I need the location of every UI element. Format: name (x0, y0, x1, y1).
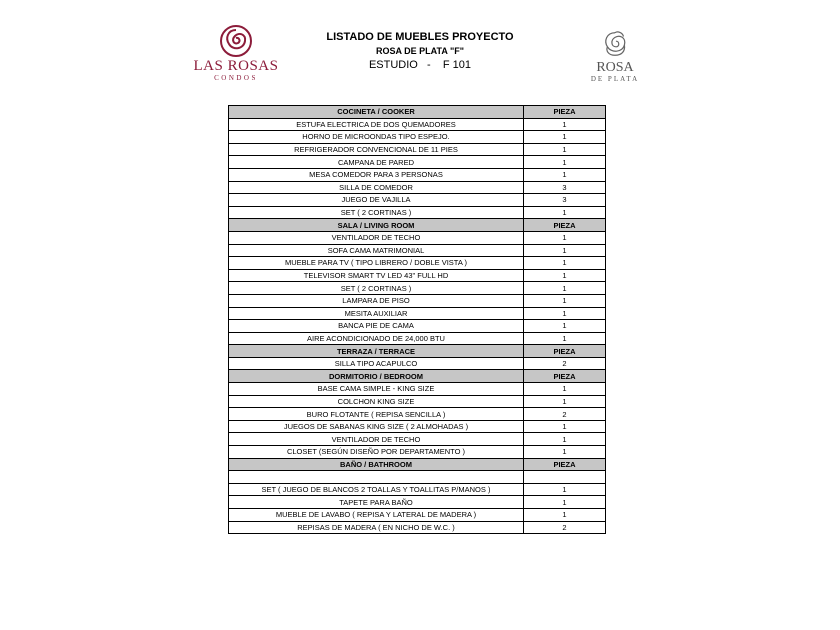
table-row (229, 357, 606, 370)
rosa-de-plata-logo-name: ROSA (596, 60, 634, 75)
item-quantity: 1 (524, 131, 606, 144)
item-name: TELEVISOR SMART TV LED 43" FULL HD (229, 269, 524, 282)
heading-title: LISTADO DE MUEBLES PROYECTO (326, 31, 514, 43)
item-name: BURO FLOTANTE ( REPISA SENCILLA ) (229, 408, 524, 421)
table-row (229, 420, 606, 433)
heading-project: ROSA DE PLATA "F" (375, 46, 465, 56)
quantity-header: PIEZA (524, 458, 606, 471)
item-name: VENTILADOR DE TECHO (229, 433, 524, 446)
table-row (229, 143, 606, 156)
table-row (229, 320, 606, 333)
item-quantity: 3 (524, 181, 606, 194)
rose-outline-icon (599, 28, 631, 60)
item-quantity: 1 (524, 118, 606, 131)
table-row (229, 131, 606, 144)
quantity-header: PIEZA (524, 106, 606, 119)
table-row (229, 521, 606, 534)
table-row (229, 446, 606, 459)
item-name: VENTILADOR DE TECHO (229, 231, 524, 244)
table-row (229, 206, 606, 219)
item-quantity: 1 (524, 294, 606, 307)
item-name: CLOSET (SEGÚN DISEÑO POR DEPARTAMENTO ) (229, 446, 524, 459)
quantity-header: PIEZA (524, 370, 606, 383)
item-quantity: 1 (524, 395, 606, 408)
table-row (229, 269, 606, 282)
item-name: CAMPANA DE PARED (229, 156, 524, 169)
table-row (229, 118, 606, 131)
rosa-de-plata-logo (576, 28, 654, 88)
item-quantity: 1 (524, 332, 606, 345)
section-title: DORMITORIO / BEDROOM (229, 370, 524, 383)
rose-icon (219, 24, 253, 58)
item-quantity (524, 471, 606, 484)
item-name: REFRIGERADOR CONVENCIONAL DE 11 PIES (229, 143, 524, 156)
item-quantity: 1 (524, 383, 606, 396)
section-header-row (229, 345, 606, 358)
section-header-row (229, 106, 606, 119)
item-quantity: 1 (524, 509, 606, 522)
item-name: HORNO DE MICROONDAS TIPO ESPEJO. (229, 131, 524, 144)
item-quantity: 1 (524, 433, 606, 446)
item-quantity: 1 (524, 320, 606, 333)
table-row (229, 509, 606, 522)
table-row (229, 433, 606, 446)
item-quantity: 2 (524, 408, 606, 421)
item-quantity: 1 (524, 483, 606, 496)
table-row (229, 395, 606, 408)
section-header-row (229, 458, 606, 471)
table-row (229, 483, 606, 496)
table-row (229, 332, 606, 345)
heading-unit: ESTUDIO - F 101 (368, 59, 472, 71)
item-name: LAMPARA DE PISO (229, 294, 524, 307)
item-quantity: 1 (524, 257, 606, 270)
item-name: JUEGOS DE SABANAS KING SIZE ( 2 ALMOHADAS ) (229, 420, 524, 433)
item-name: BASE CAMA SIMPLE - KING SIZE (229, 383, 524, 396)
item-name: MUEBLE PARA TV ( TIPO LIBRERO / DOBLE VISTA ) (229, 257, 524, 270)
item-quantity: 1 (524, 282, 606, 295)
item-name: BANCA PIE DE CAMA (229, 320, 524, 333)
table-row (229, 471, 606, 484)
item-name: MESA COMEDOR PARA 3 PERSONAS (229, 168, 524, 181)
section-title: TERRAZA / TERRACE (229, 345, 524, 358)
table-row (229, 156, 606, 169)
item-quantity: 1 (524, 307, 606, 320)
rosa-de-plata-logo-sub: DE PLATA (590, 75, 640, 83)
las-rosas-logo-name: LAS ROSAS (193, 58, 279, 74)
furniture-table (228, 105, 606, 534)
document-heading (300, 30, 540, 72)
item-quantity: 1 (524, 496, 606, 509)
quantity-header: PIEZA (524, 219, 606, 232)
item-quantity: 1 (524, 420, 606, 433)
quantity-header: PIEZA (524, 345, 606, 358)
item-quantity: 1 (524, 156, 606, 169)
item-quantity: 1 (524, 269, 606, 282)
table-row (229, 383, 606, 396)
item-name: ESTUFA ELECTRICA DE DOS QUEMADORES (229, 118, 524, 131)
item-name: SOFA CAMA MATRIMONIAL (229, 244, 524, 257)
section-title: COCINETA / COOKER (229, 106, 524, 119)
las-rosas-logo-sub: CONDOS (214, 74, 258, 82)
table-row (229, 294, 606, 307)
item-quantity: 1 (524, 446, 606, 459)
section-header-row (229, 219, 606, 232)
item-name: SET ( 2 CORTINAS ) (229, 282, 524, 295)
item-name: SILLA DE COMEDOR (229, 181, 524, 194)
item-name: TAPETE PARA BAÑO (229, 496, 524, 509)
item-name: AIRE ACONDICIONADO DE 24,000 BTU (229, 332, 524, 345)
item-name: MESITA AUXILIAR (229, 307, 524, 320)
section-title: SALA / LIVING ROOM (229, 219, 524, 232)
item-quantity: 2 (524, 521, 606, 534)
table-row (229, 181, 606, 194)
table-row (229, 168, 606, 181)
table-row (229, 307, 606, 320)
las-rosas-logo (188, 24, 284, 92)
table-row (229, 257, 606, 270)
item-name: REPISAS DE MADERA ( EN NICHO DE W.C. ) (229, 521, 524, 534)
item-name: SET ( 2 CORTINAS ) (229, 206, 524, 219)
item-name: SET ( JUEGO DE BLANCOS 2 TOALLAS Y TOALLITAS P/MANOS ) (229, 483, 524, 496)
item-quantity: 1 (524, 206, 606, 219)
item-quantity: 1 (524, 231, 606, 244)
item-quantity: 1 (524, 168, 606, 181)
item-quantity: 1 (524, 244, 606, 257)
item-name: SILLA TIPO ACAPULCO (229, 357, 524, 370)
table-row (229, 282, 606, 295)
item-name: MUEBLE DE LAVABO ( REPISA Y LATERAL DE MADERA ) (229, 509, 524, 522)
table-row (229, 194, 606, 207)
item-name: JUEGO DE VAJILLA (229, 194, 524, 207)
item-quantity: 2 (524, 357, 606, 370)
item-name (229, 471, 524, 484)
table-row (229, 408, 606, 421)
table-row (229, 244, 606, 257)
section-header-row (229, 370, 606, 383)
table-row (229, 496, 606, 509)
item-quantity: 1 (524, 143, 606, 156)
item-name: COLCHON KING SIZE (229, 395, 524, 408)
section-title: BAÑO / BATHROOM (229, 458, 524, 471)
item-quantity: 3 (524, 194, 606, 207)
table-row (229, 231, 606, 244)
